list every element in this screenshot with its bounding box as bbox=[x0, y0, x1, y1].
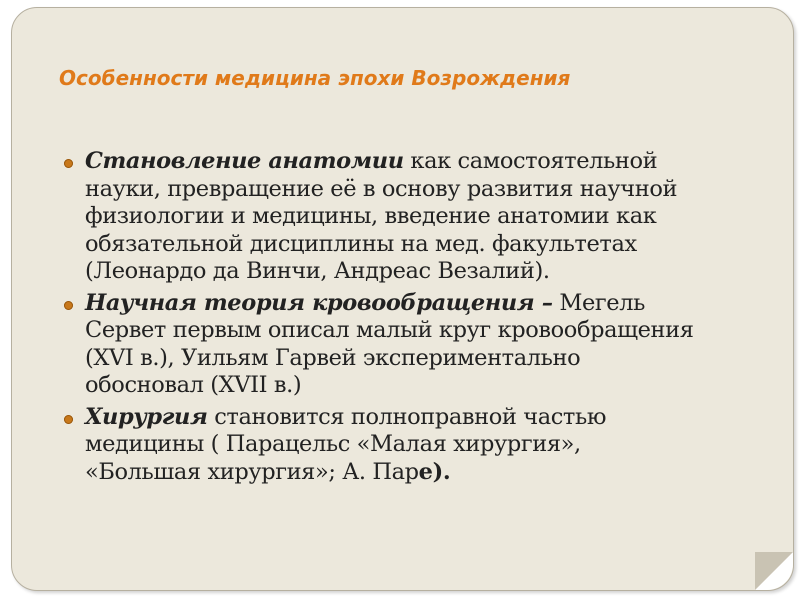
bullet-circulation bbox=[61, 290, 701, 400]
bullet-term: Становление анатомии bbox=[85, 148, 404, 174]
bullet-text: Мегель Сервет первым описал малый круг кровообращения (XVI в.), Уильям Гарвей экспериментально обосновал (XVII в.) bbox=[85, 289, 694, 398]
bullet-text: как самостоятельной науки, превращение её в основу развития научной физиологии и медицины, введение анатомии как обязательной дисциплины на мед. факультетах (Леонардо да Винчи, Андреас Везалий). bbox=[85, 148, 678, 284]
bullet-dot-icon bbox=[64, 159, 73, 168]
slide-frame bbox=[11, 7, 794, 591]
bullet-dot-icon bbox=[64, 301, 73, 310]
slide-title: Особенности медицина эпохи Возрождения bbox=[59, 66, 571, 90]
bullet-dot-icon bbox=[64, 415, 73, 424]
bullet-surgery bbox=[61, 404, 701, 487]
bullet-anatomy bbox=[61, 148, 701, 286]
bullet-text: становится полноправной частью медицины ( Парацельс «Малая хирургия», «Большая хирургия»; А. Пар bbox=[85, 403, 607, 485]
bullet-text-tail: е). bbox=[418, 458, 451, 485]
bullet-term: Научная теория кровообращения – bbox=[85, 289, 553, 316]
bullet-term: Хирургия bbox=[85, 403, 208, 430]
bullet-list bbox=[61, 148, 701, 490]
page-curl-corner bbox=[755, 552, 793, 590]
